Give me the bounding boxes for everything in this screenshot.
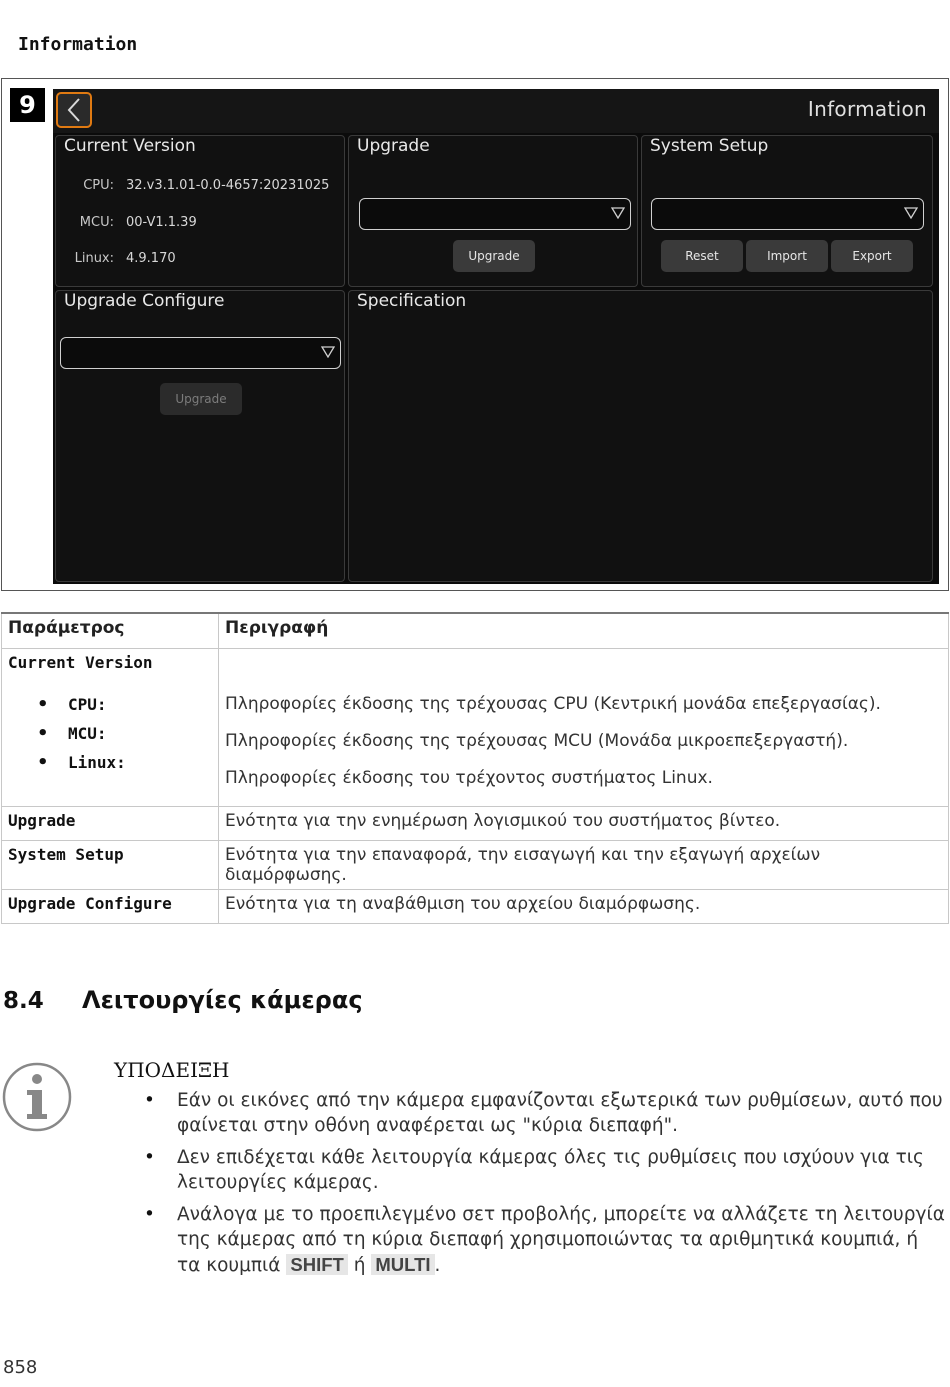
multi-key: MULTI bbox=[371, 1254, 434, 1275]
param-description: Πληροφορίες έκδοσης της τρέχουσας MCU (Μονάδα μικροεπεξεργαστή). bbox=[225, 730, 849, 751]
upgrade-configure-panel bbox=[55, 290, 345, 582]
upgrade-file-dropdown[interactable] bbox=[359, 198, 631, 230]
column-header-description: Περιγραφή bbox=[219, 613, 949, 648]
device-screen bbox=[53, 89, 939, 584]
list-item: • Linux: bbox=[8, 748, 212, 777]
current-version-panel bbox=[55, 135, 345, 287]
export-button[interactable]: Export bbox=[831, 240, 913, 272]
note-heading: ΥΠΟΔΕΙΞΗ bbox=[114, 1058, 230, 1082]
chevron-down-icon bbox=[321, 346, 335, 358]
section-title: Λειτουργίες κάμερας bbox=[82, 986, 363, 1014]
linux-value: 4.9.170 bbox=[126, 251, 176, 266]
param-name: Upgrade Configure bbox=[2, 889, 219, 923]
table-row bbox=[2, 840, 949, 889]
back-button[interactable] bbox=[56, 92, 92, 128]
param-description: Ενότητα για τη αναβάθμιση του αρχείου διαμόρφωσης. bbox=[219, 889, 949, 923]
running-header: Information bbox=[18, 34, 138, 55]
reset-button[interactable]: Reset bbox=[661, 240, 743, 272]
or-text: ή bbox=[353, 1255, 366, 1276]
panel-title: Upgrade Configure bbox=[64, 291, 225, 311]
screen-title: Information bbox=[807, 97, 927, 121]
page-number: 858 bbox=[3, 1357, 38, 1378]
cpu-value: 32.v3.1.01-0.0-4657:20231025 bbox=[126, 178, 330, 193]
chevron-down-icon bbox=[611, 207, 625, 219]
panel-title: Specification bbox=[357, 291, 467, 311]
note-text: Ανάλογα με το προεπιλεγμένο σετ προβολής, μπορείτε να αλλάζετε τη λειτουργία της κάμερας από τη κύρια διεπαφή χρησιμοποιώντας τα αριθμητικά κουμπιά, ή τα κουμπιά bbox=[177, 1204, 945, 1276]
shift-key: SHIFT bbox=[286, 1254, 347, 1275]
info-icon bbox=[2, 1062, 72, 1132]
period-text: . bbox=[434, 1255, 441, 1276]
param-name: System Setup bbox=[2, 840, 219, 889]
screen-header bbox=[53, 89, 939, 133]
import-button[interactable]: Import bbox=[746, 240, 828, 272]
param-description: Ενότητα για την επαναφορά, την εισαγωγή και την εξαγωγή αρχείων διαμόρφωσης. bbox=[219, 840, 949, 889]
section-number: 8.4 bbox=[3, 988, 44, 1014]
panel-title: System Setup bbox=[650, 136, 769, 156]
panel-title: Current Version bbox=[64, 136, 196, 156]
param-name: Current Version bbox=[8, 652, 153, 672]
chevron-down-icon bbox=[904, 207, 918, 219]
upgrade-panel bbox=[348, 135, 638, 287]
upgrade-button[interactable]: Upgrade bbox=[453, 240, 535, 272]
list-item bbox=[140, 1202, 946, 1278]
sub-param-list bbox=[8, 690, 212, 777]
param-name: Upgrade bbox=[2, 806, 219, 840]
note-list bbox=[140, 1088, 946, 1285]
upgrade-configure-button[interactable]: Upgrade bbox=[160, 383, 242, 415]
list-item: • CPU: bbox=[8, 690, 212, 719]
table-header-row bbox=[2, 613, 949, 648]
list-item: • Δεν επιδέχεται κάθε λειτουργία κάμερας όλες τις ρυθμίσεις που ισχύουν για τις λειτουργίες κάμερας. bbox=[140, 1145, 946, 1195]
list-item: • Εάν οι εικόνες από την κάμερα εμφανίζονται εξωτερικά των ρυθμίσεων, αυτό που φαίνεται στην οθόνη αναφέρεται ως "κύρια διεπαφή". bbox=[140, 1088, 946, 1138]
param-description: Πληροφορίες έκδοσης του τρέχοντος συστήματος Linux. bbox=[225, 767, 713, 788]
config-file-dropdown[interactable] bbox=[651, 198, 924, 230]
list-item: • MCU: bbox=[8, 719, 212, 748]
table-row bbox=[2, 889, 949, 923]
param-description: Ενότητα για την ενημέρωση λογισμικού του συστήματος βίντεο. bbox=[219, 806, 949, 840]
panel-title: Upgrade bbox=[357, 136, 430, 156]
mcu-value: 00-V1.1.39 bbox=[126, 215, 197, 230]
chevron-left-icon bbox=[65, 97, 83, 123]
configure-file-dropdown[interactable] bbox=[60, 337, 341, 369]
column-header-parameter: Παράμετρος bbox=[2, 613, 219, 648]
system-setup-panel bbox=[641, 135, 933, 287]
parameter-table bbox=[1, 612, 949, 924]
figure-number: 9 bbox=[10, 88, 45, 122]
cpu-label: CPU: bbox=[83, 178, 114, 193]
linux-label: Linux: bbox=[74, 251, 114, 266]
mcu-label: MCU: bbox=[79, 215, 114, 230]
table-row bbox=[2, 806, 949, 840]
param-description: Πληροφορίες έκδοσης της τρέχουσας CPU (Κεντρική μονάδα επεξεργασίας). bbox=[225, 693, 881, 714]
table-row bbox=[2, 648, 949, 806]
specification-panel bbox=[348, 290, 933, 582]
